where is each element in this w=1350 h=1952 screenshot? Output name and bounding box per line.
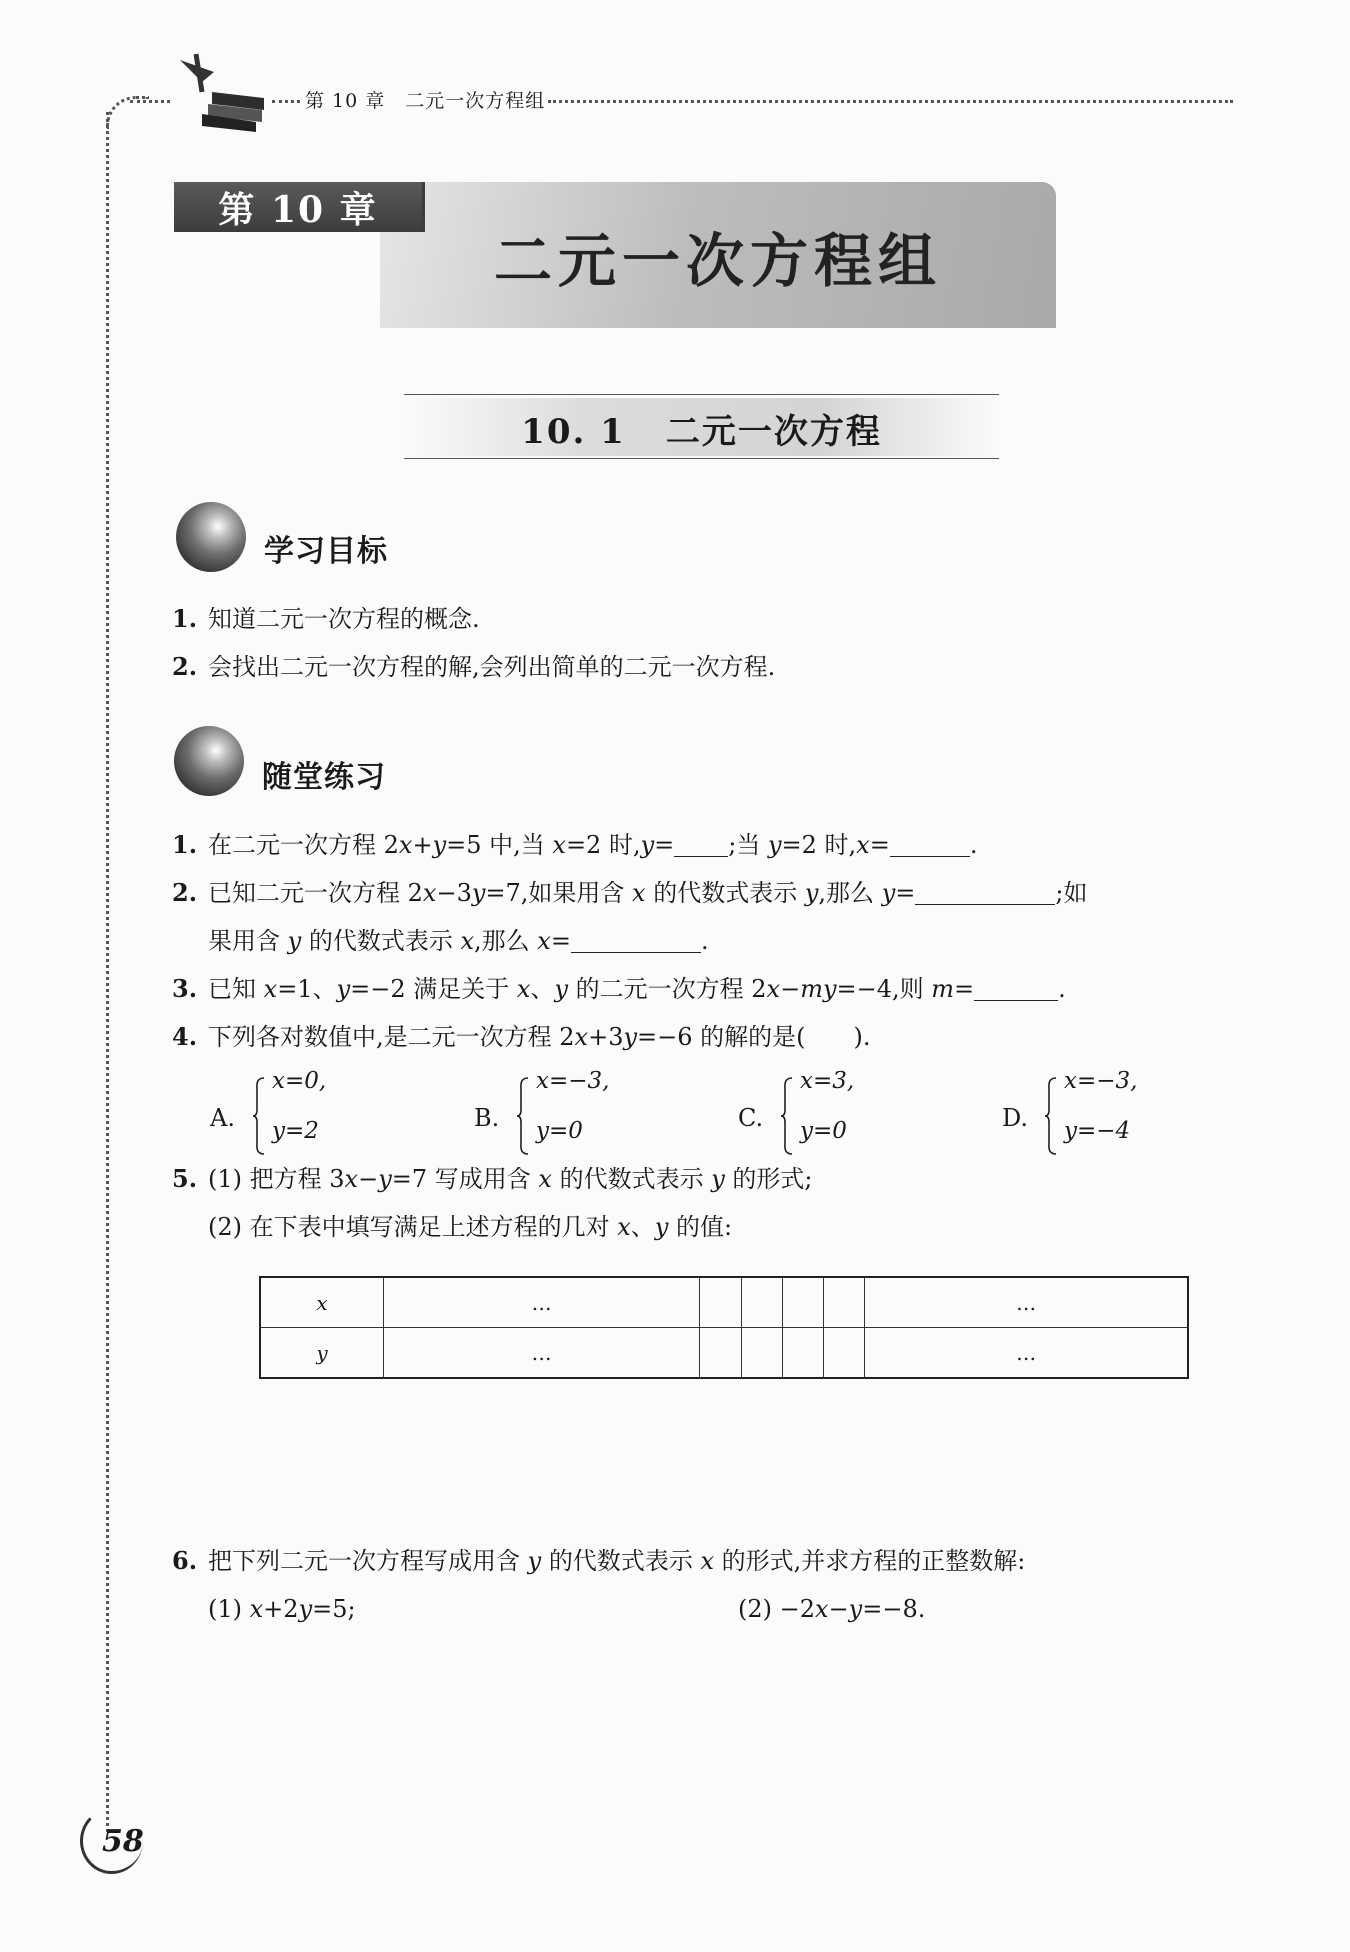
table-cell: … [384,1277,700,1328]
header-dots-right [548,100,1233,103]
answer-blank[interactable] [890,832,970,857]
header-dots-mid [272,100,300,103]
table-cell[interactable] [824,1277,865,1328]
question-3: 3. 已知 x=1、y=−2 满足关于 x、y 的二元一次方程 2x−my=−4,则 m= . [172,974,1066,1003]
section-rule-bottom [404,458,999,459]
section-name: 二元一次方程 [665,412,882,452]
question-5-part-1: 5. (1) 把方程 3x−y=7 写成用含 x 的代数式表示 y 的形式; [172,1164,813,1193]
section-rule-top [404,394,999,395]
practice-heading: 随堂练习 [262,760,386,795]
objectives-heading: 学习目标 [264,534,388,569]
margin-rule [106,112,109,1832]
table-cell[interactable] [741,1277,782,1328]
section-title [404,404,999,453]
books-logo-icon [172,52,272,132]
table-cell: … [865,1277,1188,1328]
brace-icon [252,1076,266,1156]
row-header-y: y [260,1328,384,1379]
answer-blank[interactable] [974,976,1058,1001]
table-row [260,1328,1188,1379]
row-header-x: x [260,1277,384,1328]
answer-blank[interactable] [674,832,728,857]
objective-2: 2. 会找出二元一次方程的解,会列出简单的二元一次方程. [172,652,776,681]
table-cell: … [384,1328,700,1379]
chapter-title: 二元一次方程组 [493,227,942,295]
question-2-line-1: 2. 已知二元一次方程 2x−3y=7,如果用含 x 的代数式表示 y,那么 y= ;如 [172,878,1088,907]
answer-blank[interactable] [571,928,701,953]
brace-icon [1044,1076,1058,1156]
values-table [259,1276,1189,1379]
question-2-line-2: 果用含 y 的代数式表示 x,那么 x= . [208,927,709,955]
table-cell[interactable] [782,1277,823,1328]
question-4: 4. 下列各对数值中,是二元一次方程 2x+3y=−6 的解的是( ). [172,1022,871,1051]
table-row [260,1277,1188,1328]
brace-icon [780,1076,794,1156]
question-6: 6. 把下列二元一次方程写成用含 y 的代数式表示 x 的形式,并求方程的正整数解: [172,1546,1026,1575]
question-6-part-2: (2) −2x−y=−8. [738,1595,926,1623]
objective-1: 1. 知道二元一次方程的概念. [172,604,480,633]
table-cell[interactable] [824,1328,865,1379]
table-cell: … [865,1328,1188,1379]
table-cell[interactable] [741,1328,782,1379]
globe-icon [176,502,246,572]
chapter-label: 第 10 章 [174,182,422,232]
table-cell[interactable] [700,1328,741,1379]
running-header: 第 10 章 二元一次方程组 [305,90,546,112]
brace-icon [516,1076,530,1156]
answer-blank[interactable] [915,880,1055,905]
table-cell[interactable] [700,1277,741,1328]
table-cell[interactable] [782,1328,823,1379]
globe-icon [174,726,244,796]
question-1: 1. 在二元一次方程 2x+y=5 中,当 x=2 时,y= ;当 y=2 时,x= . [172,830,978,859]
question-5-part-2: (2) 在下表中填写满足上述方程的几对 x、y 的值: [208,1213,733,1241]
section-number: 10. 1 [521,412,626,452]
page-number: 58 [102,1824,144,1859]
header-dots-left [130,100,170,103]
question-6-part-1: (1) x+2y=5; [208,1595,356,1623]
